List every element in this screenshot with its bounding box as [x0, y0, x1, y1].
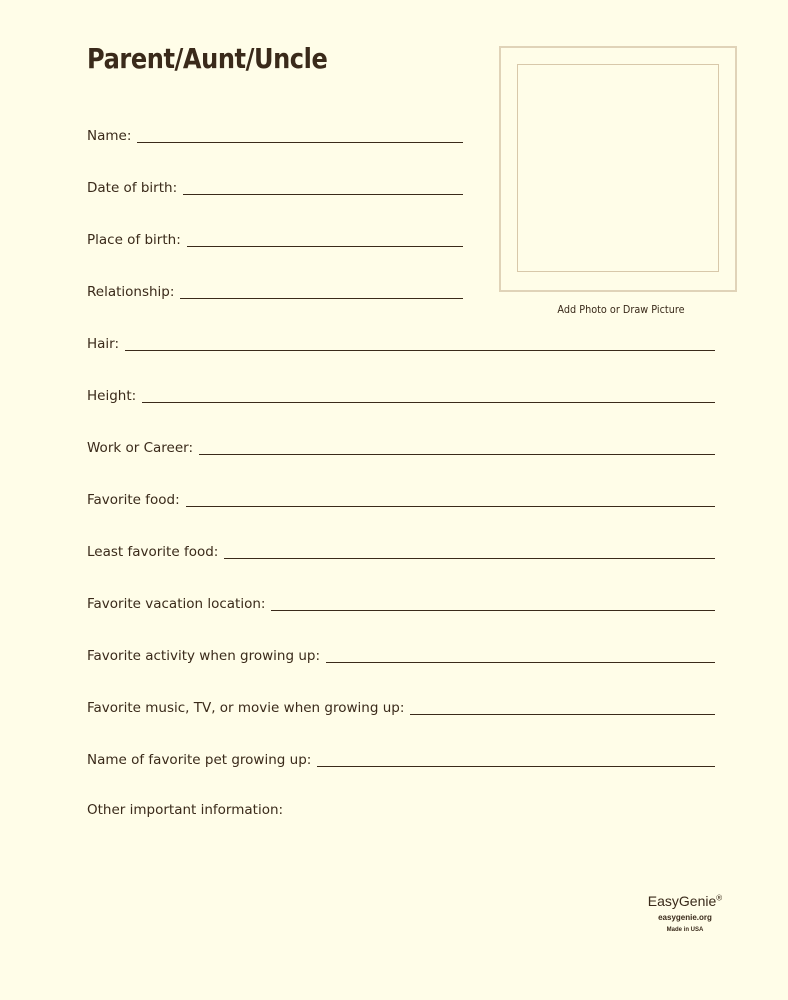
hair-write-line[interactable]	[125, 350, 715, 351]
field-label: Least favorite food:	[87, 544, 219, 560]
height-write-line[interactable]	[142, 402, 715, 403]
brand-url: easygenie.org	[658, 913, 712, 922]
favorite-food-write-line[interactable]	[186, 506, 715, 507]
name-write-line[interactable]	[137, 142, 463, 143]
photo-frame[interactable]	[499, 46, 737, 292]
least-favorite-food-write-line[interactable]	[224, 558, 715, 559]
field-place-of-birth	[87, 228, 463, 248]
photo-inner-box[interactable]	[517, 64, 719, 272]
vacation-write-line[interactable]	[271, 610, 715, 611]
field-name	[87, 124, 463, 144]
field-label: Work or Career:	[87, 440, 194, 456]
activity-write-line[interactable]	[326, 662, 715, 663]
field-label: Date of birth:	[87, 180, 178, 196]
field-favorite-pet	[87, 748, 715, 768]
field-label: Height:	[87, 388, 137, 404]
registered-mark: ®	[716, 893, 723, 903]
photo-caption: Add Photo or Draw Picture	[557, 303, 685, 316]
field-height	[87, 384, 715, 404]
field-label: Place of birth:	[87, 232, 181, 248]
page-title: Parent/Aunt/Uncle	[87, 42, 328, 75]
relationship-write-line[interactable]	[180, 298, 463, 299]
other-information-label: Other important information:	[87, 802, 284, 818]
music-write-line[interactable]	[410, 714, 715, 715]
field-relationship	[87, 280, 463, 300]
brand-block	[640, 893, 730, 933]
field-hair	[87, 332, 715, 352]
field-favorite-activity	[87, 644, 715, 664]
field-favorite-vacation	[87, 592, 715, 612]
field-label: Favorite activity when growing up:	[87, 648, 321, 664]
field-label: Favorite food:	[87, 492, 180, 508]
made-in-usa: Made in USA	[666, 927, 704, 933]
field-favorite-food	[87, 488, 715, 508]
brand-name	[640, 893, 730, 909]
field-label: Name of favorite pet growing up:	[87, 752, 312, 768]
place-of-birth-write-line[interactable]	[187, 246, 463, 247]
field-label: Relationship:	[87, 284, 175, 300]
field-label: Favorite music, TV, or movie when growing up:	[87, 700, 405, 716]
field-label: Hair:	[87, 336, 120, 352]
brand-name-text: EasyGenie	[647, 893, 717, 909]
field-date-of-birth	[87, 176, 463, 196]
work-write-line[interactable]	[199, 454, 715, 455]
date-of-birth-write-line[interactable]	[183, 194, 463, 195]
field-favorite-music	[87, 696, 715, 716]
field-label: Name:	[87, 128, 132, 144]
pet-write-line[interactable]	[317, 766, 715, 767]
field-least-favorite-food	[87, 540, 715, 560]
field-label: Favorite vacation location:	[87, 596, 266, 612]
field-work-or-career	[87, 436, 715, 456]
